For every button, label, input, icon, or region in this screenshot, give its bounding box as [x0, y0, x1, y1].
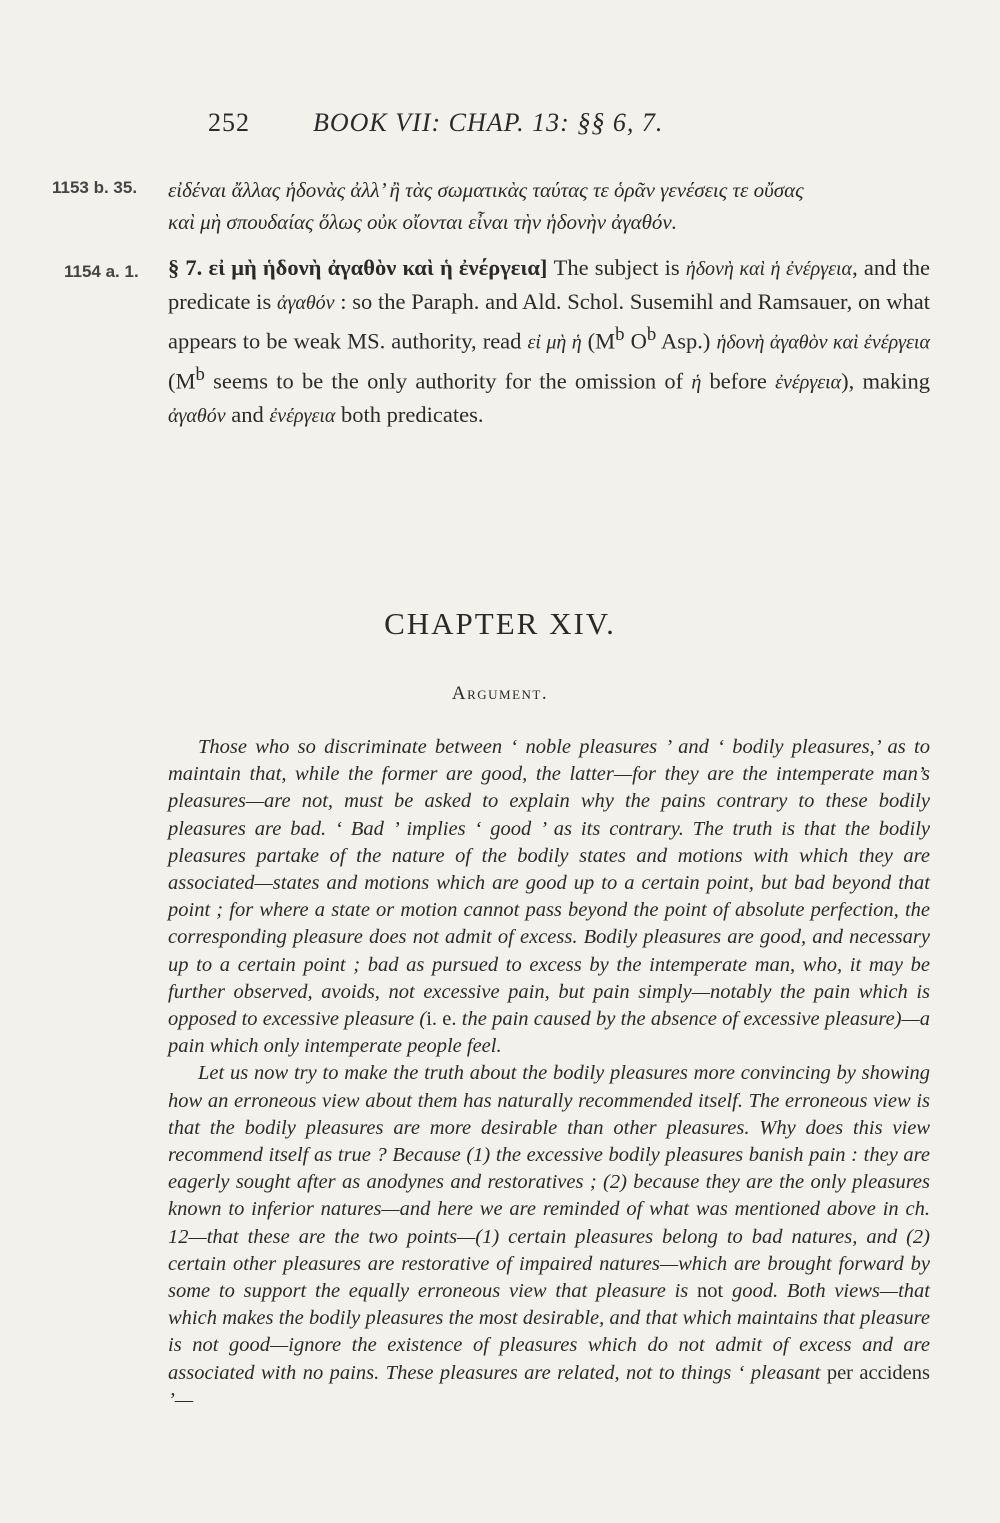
chapter-title: CHAPTER XIV.: [384, 606, 616, 641]
page-number: 252: [208, 108, 250, 137]
commentary-note: § 7. εἰ μὴ ἡδονὴ ἀγαθὸν καὶ ἡ ἐνέργεια] The subject is ἡδονὴ καὶ ἡ ἐνέργεια, and the predicate is ἀγαθόν : so the Paraph. and Ald. Schol. Susemihl and Ramsauer, on what appears to be weak MS. authority, read εἰ μὴ ἡ ($M^b$ $O^b$ Asp.) ἡδονὴ ἀγαθὸν καὶ ἐνέργεια ($M^b$ seems to be the only authority for the omission of ἡ before ἐνέργεια), making ἀγαθόν and ἐνέργεια both predicates.: [168, 255, 930, 427]
argument-paragraph: Those who so discriminate between ‘ noble pleasures ’ and ‘ bodily pleasures,’ as to maintain that, while the former are good, the latter—for they are the intemperate man’s pleasures—are not, must be asked to explain why the pains contrary to these bodily pleasures are bad. ‘ Bad ’ implies ‘ good ’ as its contrary. The truth is that the bodily pleasures partake of the nature of the bodily states and motions with which they are associated—states and motions which are good up to a certain point, but bad beyond that point ; for where a state or motion cannot pass beyond the point of absolute perfection, the corresponding pleasure does not admit of excess. Bodily pleasures are good, and necessary up to a certain point ; bad as pursued to excess by the intemperate man, who, it may be further observed, avoids, not excessive pain, but pain simply—notably the pain which is opposed to excessive pleasure (i. e. the pain caused by the absence of excessive pleasure)—a pain which only intemperate people feel.: [168, 736, 931, 1058]
running-header: [208, 108, 808, 138]
greek-quotation: [168, 174, 928, 238]
argument-heading: Argument.: [451, 683, 549, 704]
greek-line: εἰδέναι ἄλλας ἡδονὰς ἀλλ’ ἢ τὰς σωματικὰς ταύτας τε ὁρᾶν γενέσεις τε οὔσας: [168, 178, 804, 202]
line-reference: 1153 b. 35.: [52, 178, 138, 197]
greek-line: καὶ μὴ σπουδαίας ὅλως οὐκ οἴονται εἶναι τὴν ἡδονὴν ἀγαθόν.: [168, 210, 678, 234]
line-reference: 1154 a. 1.: [64, 262, 139, 281]
lemma: § 7. εἰ μὴ ἡδονὴ ἀγαθὸν καὶ ἡ ἐνέργεια]: [168, 255, 548, 280]
argument-paragraph: Let us now try to make the truth about the bodily pleasures more convincing by showing how an erroneous view about them has naturally recommended itself. The erroneous view is that the bodily pleasures are more desirable than other pleasures. Why does this view recommend itself as true ? Because (1) the excessive bodily pleasures banish pain : they are eagerly sought after as anodynes and restoratives ; (2) because they are the only pleasures known to inferior natures—and here we are reminded of what was mentioned above in ch. 12—that these are the two points—(1) certain pleasures belong to bad natures, and (2) certain other pleasures are restorative of impaired natures—which are brought forward by some to support the equally erroneous view that pleasure is not good. Both views—that which makes the bodily pleasures the most desirable, and that which maintains that pleasure is not good—ignore the existence of pleasures which do not admit of excess and are associated with no pains. These pleasures are related, not to things ‘ pleasant per accidens ’—: [168, 1062, 930, 1411]
argument-text: [168, 734, 930, 1414]
running-title: BOOK VII: CHAP. 13: §§ 6, 7.: [313, 108, 664, 137]
